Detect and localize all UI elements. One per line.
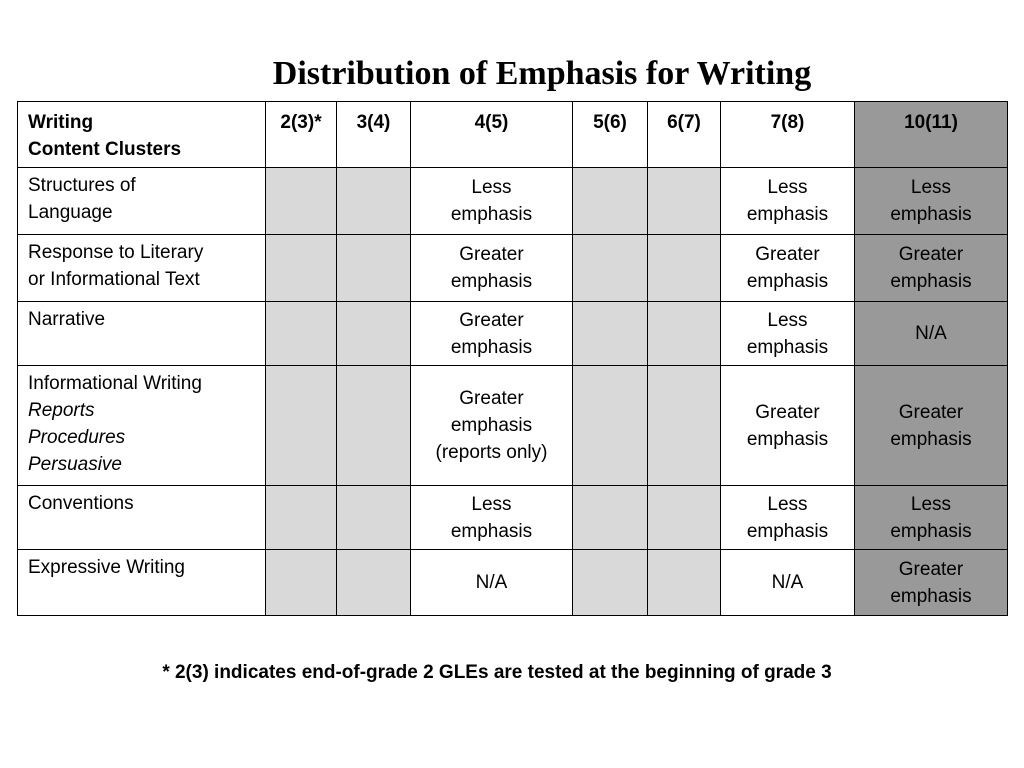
emphasis-text: N/A xyxy=(475,572,508,593)
blank-cell-grade-6-7 xyxy=(648,486,721,550)
emphasis-text: Greater xyxy=(755,244,820,265)
blank-cell-grade-5-6 xyxy=(573,366,648,486)
emphasis-cell-grade-7-8 xyxy=(721,366,855,486)
emphasis-text: Greater xyxy=(898,401,964,423)
column-header-grade-7-8: 7(8) xyxy=(721,102,855,168)
emphasis-cell-grade-7-8 xyxy=(721,550,855,616)
blank-cell-grade-2-3 xyxy=(266,550,337,616)
emphasis-text: emphasis xyxy=(746,204,829,225)
column-header-grade-5-6: 5(6) xyxy=(573,102,648,168)
emphasis-text: emphasis xyxy=(746,271,829,292)
emphasis-text: Less xyxy=(910,177,952,198)
table-row xyxy=(18,168,1008,235)
emphasis-cell-grade-4-5 xyxy=(411,550,573,616)
emphasis-text: Greater xyxy=(459,244,524,265)
blank-cell-grade-3-4 xyxy=(337,366,411,486)
emphasis-cell-grade-4-5 xyxy=(411,302,573,366)
table-row xyxy=(18,302,1008,366)
emphasis-text: Greater xyxy=(459,309,524,331)
corner-line-1: Writing xyxy=(28,112,94,133)
blank-cell-grade-3-4 xyxy=(337,486,411,550)
blank-cell-grade-2-3 xyxy=(266,235,337,302)
blank-cell-grade-6-7 xyxy=(648,168,721,235)
column-header-grade-6-7: 6(7) xyxy=(648,102,721,168)
emphasis-cell-grade-10-11 xyxy=(855,302,1008,366)
emphasis-cell-grade-4-5 xyxy=(411,486,573,550)
emphasis-cell-grade-10-11 xyxy=(855,550,1008,616)
blank-cell-grade-5-6 xyxy=(573,302,648,366)
emphasis-text: emphasis xyxy=(450,415,533,436)
blank-cell-grade-6-7 xyxy=(648,366,721,486)
emphasis-text: Less xyxy=(471,177,512,198)
content-cluster-label xyxy=(18,168,266,235)
content-cluster-label xyxy=(18,550,266,616)
emphasis-table xyxy=(17,101,1008,616)
blank-cell-grade-2-3 xyxy=(266,302,337,366)
blank-cell-grade-3-4 xyxy=(337,235,411,302)
content-cluster-label xyxy=(18,486,266,550)
emphasis-text: Less xyxy=(767,309,808,331)
emphasis-cell-grade-10-11 xyxy=(855,486,1008,550)
table-row xyxy=(18,486,1008,550)
blank-cell-grade-3-4 xyxy=(337,168,411,235)
blank-cell-grade-6-7 xyxy=(648,302,721,366)
blank-cell-grade-3-4 xyxy=(337,550,411,616)
emphasis-text: Less xyxy=(471,493,512,515)
emphasis-cell-grade-4-5 xyxy=(411,235,573,302)
emphasis-cell-grade-7-8 xyxy=(721,168,855,235)
column-header-grade-3-4: 3(4) xyxy=(337,102,411,168)
label-line: Response to Literary xyxy=(28,242,204,263)
emphasis-text: Greater xyxy=(898,244,964,265)
emphasis-text: Greater xyxy=(459,388,524,409)
label-line: Conventions xyxy=(28,493,134,514)
table-row xyxy=(18,235,1008,302)
column-header-content-clusters xyxy=(18,102,266,168)
footnote: * 2(3) indicates end-of-grade 2 GLEs are tested at the beginning of grade 3 xyxy=(162,662,832,683)
table-row xyxy=(18,550,1008,616)
emphasis-text: emphasis xyxy=(746,520,829,542)
page-title: Distribution of Emphasis for Writing xyxy=(272,55,812,92)
blank-cell-grade-5-6 xyxy=(573,235,648,302)
emphasis-cell-grade-10-11 xyxy=(855,366,1008,486)
emphasis-text: Greater xyxy=(755,401,820,423)
column-header-grade-4-5: 4(5) xyxy=(411,102,573,168)
emphasis-text: emphasis xyxy=(746,336,829,358)
blank-cell-grade-2-3 xyxy=(266,486,337,550)
emphasis-text: emphasis xyxy=(890,204,972,225)
column-header-grade-10-11: 10(11) xyxy=(855,102,1008,168)
label-subitem: Reports xyxy=(28,400,95,421)
emphasis-text: N/A xyxy=(771,572,804,593)
emphasis-text: emphasis xyxy=(890,520,972,542)
emphasis-cell-grade-7-8 xyxy=(721,235,855,302)
emphasis-cell-grade-10-11 xyxy=(855,235,1008,302)
label-subitem: Procedures xyxy=(28,427,126,448)
blank-cell-grade-6-7 xyxy=(648,235,721,302)
emphasis-text: Greater xyxy=(898,558,964,580)
emphasis-cell-grade-7-8 xyxy=(721,302,855,366)
header-row xyxy=(18,102,1008,168)
blank-cell-grade-5-6 xyxy=(573,168,648,235)
emphasis-text: emphasis xyxy=(890,271,972,292)
blank-cell-grade-5-6 xyxy=(573,550,648,616)
blank-cell-grade-2-3 xyxy=(266,366,337,486)
emphasis-text: emphasis xyxy=(450,204,533,225)
blank-cell-grade-2-3 xyxy=(266,168,337,235)
table-row xyxy=(18,366,1008,486)
emphasis-text: emphasis xyxy=(450,271,533,292)
emphasis-cell-grade-4-5 xyxy=(411,168,573,235)
content-cluster-label xyxy=(18,366,266,486)
emphasis-text: (reports only) xyxy=(435,442,548,463)
emphasis-cell-grade-7-8 xyxy=(721,486,855,550)
label-line: Language xyxy=(28,202,113,223)
emphasis-text: Less xyxy=(767,177,808,198)
label-line: Informational Writing xyxy=(28,373,202,394)
label-line: or Informational Text xyxy=(28,269,200,290)
emphasis-text: Less xyxy=(767,493,808,515)
emphasis-text: N/A xyxy=(915,323,947,344)
emphasis-text: emphasis xyxy=(890,428,972,450)
content-cluster-label xyxy=(18,235,266,302)
emphasis-cell-grade-4-5 xyxy=(411,366,573,486)
emphasis-text: emphasis xyxy=(450,336,533,358)
blank-cell-grade-5-6 xyxy=(573,486,648,550)
blank-cell-grade-3-4 xyxy=(337,302,411,366)
column-header-grade-2-3: 2(3)* xyxy=(266,102,337,168)
emphasis-text: Less xyxy=(910,493,952,515)
blank-cell-grade-6-7 xyxy=(648,550,721,616)
content-cluster-label xyxy=(18,302,266,366)
emphasis-text: emphasis xyxy=(890,585,972,607)
label-line: Structures of xyxy=(28,175,136,196)
label-subitem: Persuasive xyxy=(28,454,122,475)
label-line: Narrative xyxy=(28,309,106,330)
emphasis-text: emphasis xyxy=(450,520,533,542)
emphasis-text: emphasis xyxy=(746,428,829,450)
corner-line-2: Content Clusters xyxy=(28,139,182,160)
emphasis-cell-grade-10-11 xyxy=(855,168,1008,235)
label-line: Expressive Writing xyxy=(28,557,185,578)
